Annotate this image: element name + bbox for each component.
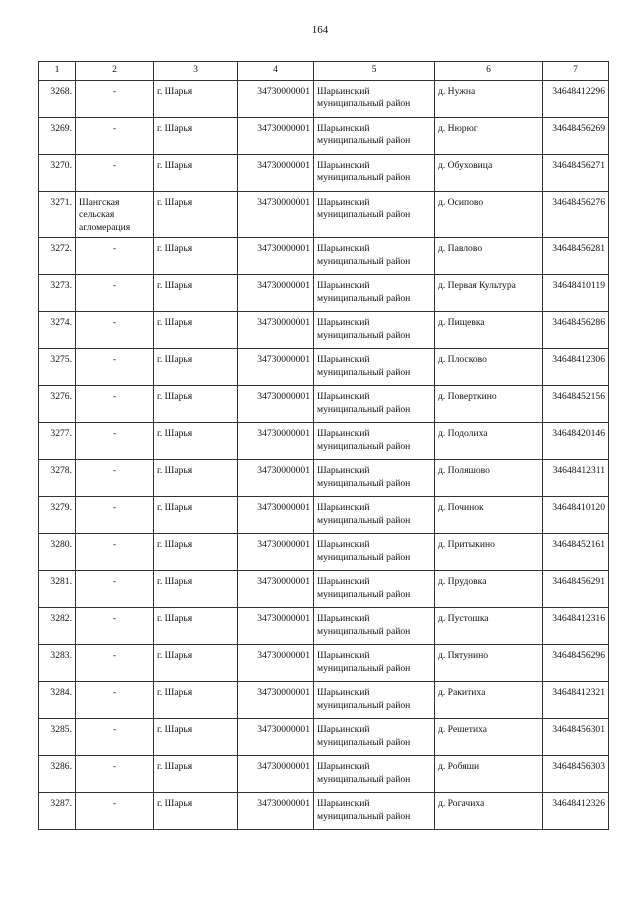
table-row xyxy=(39,386,609,423)
row-number-cell: 3280. xyxy=(39,534,76,571)
table-row xyxy=(39,682,609,719)
agglomeration-cell: Шангская сельская агломерация xyxy=(76,191,154,238)
table-row xyxy=(39,719,609,756)
settlement-code-cell: 34648412316 xyxy=(543,608,609,645)
agglomeration-cell: - xyxy=(76,154,154,191)
district-cell: Шарьинский муниципальный район xyxy=(314,349,435,386)
table-row xyxy=(39,80,609,117)
settlement-code-cell: 34648456269 xyxy=(543,117,609,154)
district-cell: Шарьинский муниципальный район xyxy=(314,793,435,830)
city-cell: г. Шарья xyxy=(154,719,238,756)
city-cell: г. Шарья xyxy=(154,80,238,117)
city-code-cell: 34730000001 xyxy=(238,312,314,349)
city-cell: г. Шарья xyxy=(154,793,238,830)
settlement-cell: д. Первая Культура xyxy=(435,275,543,312)
district-cell: Шарьинский муниципальный район xyxy=(314,497,435,534)
settlement-code-cell: 34648456281 xyxy=(543,238,609,275)
row-number-cell: 3271. xyxy=(39,191,76,238)
settlement-code-cell: 34648456291 xyxy=(543,571,609,608)
table-row xyxy=(39,460,609,497)
settlement-cell: д. Притыкино xyxy=(435,534,543,571)
settlement-cell: д. Подолиха xyxy=(435,423,543,460)
district-cell: Шарьинский муниципальный район xyxy=(314,117,435,154)
row-number-cell: 3274. xyxy=(39,312,76,349)
table-row xyxy=(39,117,609,154)
row-number-cell: 3283. xyxy=(39,645,76,682)
agglomeration-cell: - xyxy=(76,80,154,117)
agglomeration-cell: - xyxy=(76,571,154,608)
header-cell: 1 xyxy=(39,62,76,81)
city-code-cell: 34730000001 xyxy=(238,275,314,312)
table-row xyxy=(39,756,609,793)
city-code-cell: 34730000001 xyxy=(238,349,314,386)
city-code-cell: 34730000001 xyxy=(238,460,314,497)
row-number-cell: 3270. xyxy=(39,154,76,191)
table-row xyxy=(39,154,609,191)
table-row xyxy=(39,793,609,830)
table-body xyxy=(39,62,609,830)
settlement-cell: д. Решетиха xyxy=(435,719,543,756)
settlement-cell: д. Поверткино xyxy=(435,386,543,423)
header-cell: 5 xyxy=(314,62,435,81)
city-code-cell: 34730000001 xyxy=(238,571,314,608)
district-cell: Шарьинский муниципальный район xyxy=(314,571,435,608)
city-code-cell: 34730000001 xyxy=(238,117,314,154)
settlement-cell: д. Павлово xyxy=(435,238,543,275)
district-cell: Шарьинский муниципальный район xyxy=(314,423,435,460)
header-cell: 3 xyxy=(154,62,238,81)
city-cell: г. Шарья xyxy=(154,191,238,238)
header-cell: 6 xyxy=(435,62,543,81)
city-cell: г. Шарья xyxy=(154,117,238,154)
agglomeration-cell: - xyxy=(76,275,154,312)
settlement-code-cell: 34648410120 xyxy=(543,497,609,534)
agglomeration-cell: - xyxy=(76,349,154,386)
row-number-cell: 3275. xyxy=(39,349,76,386)
table-row xyxy=(39,571,609,608)
city-cell: г. Шарья xyxy=(154,682,238,719)
city-code-cell: 34730000001 xyxy=(238,191,314,238)
district-cell: Шарьинский муниципальный район xyxy=(314,386,435,423)
table-row xyxy=(39,497,609,534)
settlement-cell: д. Пустошка xyxy=(435,608,543,645)
district-cell: Шарьинский муниципальный район xyxy=(314,80,435,117)
row-number-cell: 3277. xyxy=(39,423,76,460)
city-code-cell: 34730000001 xyxy=(238,534,314,571)
settlement-code-cell: 34648412311 xyxy=(543,460,609,497)
settlements-table xyxy=(38,61,609,830)
row-number-cell: 3268. xyxy=(39,80,76,117)
row-number-cell: 3287. xyxy=(39,793,76,830)
city-cell: г. Шарья xyxy=(154,497,238,534)
table-row xyxy=(39,191,609,238)
city-cell: г. Шарья xyxy=(154,460,238,497)
agglomeration-cell: - xyxy=(76,238,154,275)
district-cell: Шарьинский муниципальный район xyxy=(314,460,435,497)
city-code-cell: 34730000001 xyxy=(238,154,314,191)
city-cell: г. Шарья xyxy=(154,238,238,275)
row-number-cell: 3279. xyxy=(39,497,76,534)
agglomeration-cell: - xyxy=(76,645,154,682)
table-header-row xyxy=(39,62,609,81)
table-row xyxy=(39,534,609,571)
agglomeration-cell: - xyxy=(76,312,154,349)
city-cell: г. Шарья xyxy=(154,275,238,312)
city-code-cell: 34730000001 xyxy=(238,386,314,423)
row-number-cell: 3286. xyxy=(39,756,76,793)
agglomeration-cell: - xyxy=(76,682,154,719)
table-row xyxy=(39,608,609,645)
header-cell: 2 xyxy=(76,62,154,81)
settlement-code-cell: 34648456276 xyxy=(543,191,609,238)
city-code-cell: 34730000001 xyxy=(238,238,314,275)
settlement-code-cell: 34648452161 xyxy=(543,534,609,571)
city-code-cell: 34730000001 xyxy=(238,756,314,793)
settlement-code-cell: 34648456286 xyxy=(543,312,609,349)
settlement-cell: д. Рогачиха xyxy=(435,793,543,830)
settlement-cell: д. Нюрюг xyxy=(435,117,543,154)
agglomeration-cell: - xyxy=(76,497,154,534)
city-code-cell: 34730000001 xyxy=(238,80,314,117)
settlement-cell: д. Нужна xyxy=(435,80,543,117)
city-cell: г. Шарья xyxy=(154,571,238,608)
district-cell: Шарьинский муниципальный район xyxy=(314,154,435,191)
city-cell: г. Шарья xyxy=(154,608,238,645)
city-cell: г. Шарья xyxy=(154,312,238,349)
settlement-cell: д. Пятунино xyxy=(435,645,543,682)
district-cell: Шарьинский муниципальный район xyxy=(314,645,435,682)
table-row xyxy=(39,238,609,275)
table-row xyxy=(39,645,609,682)
settlement-code-cell: 34648420146 xyxy=(543,423,609,460)
agglomeration-cell: - xyxy=(76,756,154,793)
settlement-code-cell: 34648412296 xyxy=(543,80,609,117)
settlement-cell: д. Пищевка xyxy=(435,312,543,349)
district-cell: Шарьинский муниципальный район xyxy=(314,191,435,238)
city-cell: г. Шарья xyxy=(154,154,238,191)
settlement-cell: д. Поляшово xyxy=(435,460,543,497)
settlement-code-cell: 34648412326 xyxy=(543,793,609,830)
row-number-cell: 3284. xyxy=(39,682,76,719)
settlement-cell: д. Осипово xyxy=(435,191,543,238)
settlement-cell: д. Починок xyxy=(435,497,543,534)
row-number-cell: 3285. xyxy=(39,719,76,756)
district-cell: Шарьинский муниципальный район xyxy=(314,312,435,349)
settlement-code-cell: 34648412306 xyxy=(543,349,609,386)
settlement-cell: д. Обуховица xyxy=(435,154,543,191)
district-cell: Шарьинский муниципальный район xyxy=(314,756,435,793)
city-cell: г. Шарья xyxy=(154,386,238,423)
settlement-code-cell: 34648456271 xyxy=(543,154,609,191)
agglomeration-cell: - xyxy=(76,386,154,423)
settlement-cell: д. Прудовка xyxy=(435,571,543,608)
city-code-cell: 34730000001 xyxy=(238,608,314,645)
district-cell: Шарьинский муниципальный район xyxy=(314,608,435,645)
header-cell: 4 xyxy=(238,62,314,81)
city-code-cell: 34730000001 xyxy=(238,793,314,830)
settlement-code-cell: 34648456303 xyxy=(543,756,609,793)
agglomeration-cell: - xyxy=(76,460,154,497)
row-number-cell: 3272. xyxy=(39,238,76,275)
page-number: 164 xyxy=(311,24,329,36)
settlement-code-cell: 34648452156 xyxy=(543,386,609,423)
settlement-cell: д. Ракитиха xyxy=(435,682,543,719)
table-row xyxy=(39,423,609,460)
row-number-cell: 3282. xyxy=(39,608,76,645)
city-code-cell: 34730000001 xyxy=(238,497,314,534)
city-cell: г. Шарья xyxy=(154,349,238,386)
row-number-cell: 3278. xyxy=(39,460,76,497)
settlement-code-cell: 34648412321 xyxy=(543,682,609,719)
district-cell: Шарьинский муниципальный район xyxy=(314,719,435,756)
row-number-cell: 3269. xyxy=(39,117,76,154)
city-code-cell: 34730000001 xyxy=(238,645,314,682)
district-cell: Шарьинский муниципальный район xyxy=(314,682,435,719)
agglomeration-cell: - xyxy=(76,608,154,645)
settlement-code-cell: 34648456296 xyxy=(543,645,609,682)
city-cell: г. Шарья xyxy=(154,645,238,682)
settlement-cell: д. Плосково xyxy=(435,349,543,386)
agglomeration-cell: - xyxy=(76,719,154,756)
settlement-code-cell: 34648456301 xyxy=(543,719,609,756)
row-number-cell: 3276. xyxy=(39,386,76,423)
table-row xyxy=(39,312,609,349)
city-code-cell: 34730000001 xyxy=(238,423,314,460)
city-cell: г. Шарья xyxy=(154,534,238,571)
agglomeration-cell: - xyxy=(76,793,154,830)
district-cell: Шарьинский муниципальный район xyxy=(314,275,435,312)
agglomeration-cell: - xyxy=(76,117,154,154)
table-row xyxy=(39,275,609,312)
settlement-cell: д. Робяши xyxy=(435,756,543,793)
city-cell: г. Шарья xyxy=(154,423,238,460)
city-code-cell: 34730000001 xyxy=(238,719,314,756)
district-cell: Шарьинский муниципальный район xyxy=(314,534,435,571)
row-number-cell: 3273. xyxy=(39,275,76,312)
row-number-cell: 3281. xyxy=(39,571,76,608)
agglomeration-cell: - xyxy=(76,534,154,571)
district-cell: Шарьинский муниципальный район xyxy=(314,238,435,275)
settlement-code-cell: 34648410119 xyxy=(543,275,609,312)
agglomeration-cell: - xyxy=(76,423,154,460)
city-cell: г. Шарья xyxy=(154,756,238,793)
table-row xyxy=(39,349,609,386)
header-cell: 7 xyxy=(543,62,609,81)
city-code-cell: 34730000001 xyxy=(238,682,314,719)
